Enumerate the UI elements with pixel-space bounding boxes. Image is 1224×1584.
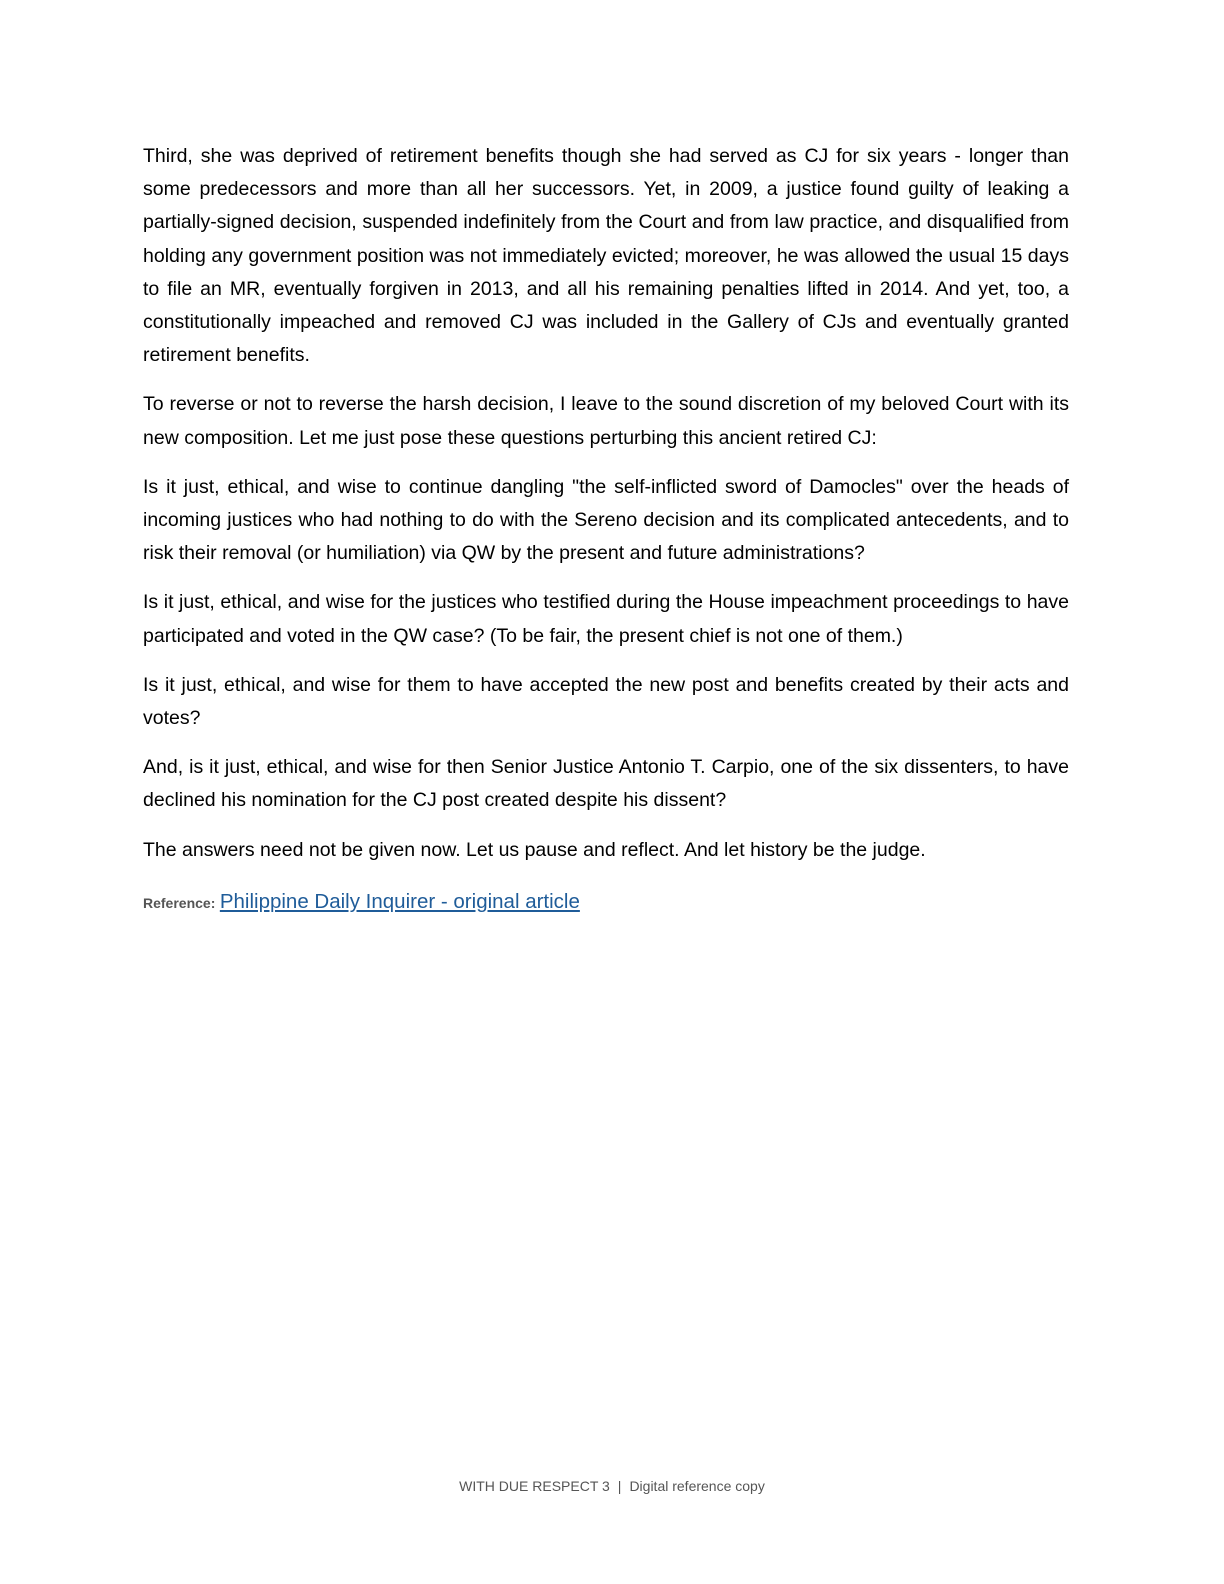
paragraph-question-accepted-post: Is it just, ethical, and wise for them to have accepted the new post and benefits created by their acts and votes? — [143, 673, 1069, 730]
paragraph-question-damocles: Is it just, ethical, and wise to continue dangling "the self-inflicted sword of Damocles" over the heads of incoming justices who had nothing to do with the Sereno decision and its complicated antecedents, and to risk their removal (or humiliation) via QW by the present and future administrations? — [143, 475, 1069, 565]
paragraph-reverse-decision: To reverse or not to reverse the harsh decision, I leave to the sound discretion of my beloved Court with its new composition. Let me just pose these questions perturbing this ancient retired CJ: — [143, 393, 1069, 449]
paragraph-conclusion: The answers need not be given now. Let us pause and reflect. And let history be the judge. — [143, 838, 926, 861]
page-footer — [0, 1478, 1224, 1494]
reference-line — [143, 887, 1069, 919]
article-body — [143, 140, 1069, 919]
paragraph-retirement-benefits: Third, she was deprived of retirement benefits though she had served as CJ for six years - longer than some predecessors and more than all her successors. Yet, in 2009, a justice found guilty of leaking a partially-signed decision, suspended indefinitely from the Court and from law practice, and disqualified from holding any government position was not immediately evicted; moreover, he was allowed the usual 15 days to file an MR, eventually forgiven in 2013, and all his remaining penalties lifted in 2014. And yet, too, a constitutionally impeached and removed CJ was included in the Gallery of CJs and eventually granted retirement benefits. — [143, 145, 1069, 367]
reference-link[interactable]: Philippine Daily Inquirer - original article — [219, 889, 580, 913]
paragraph-question-testified: Is it just, ethical, and wise for the justices who testified during the House impeachment proceedings to have participated and voted in the QW case? (To be fair, the present chief is not one of them.) — [143, 591, 1069, 647]
footer-title: WITH DUE RESPECT 3 — [459, 1478, 610, 1494]
reference-label: Reference: — [143, 894, 216, 911]
footer-separator: | — [617, 1478, 622, 1494]
paragraph-question-carpio: And, is it just, ethical, and wise for then Senior Justice Antonio T. Carpio, one of the six dissenters, to have declined his nomination for the CJ post created despite his dissent? — [143, 756, 1069, 812]
footer-note: Digital reference copy — [629, 1478, 765, 1494]
